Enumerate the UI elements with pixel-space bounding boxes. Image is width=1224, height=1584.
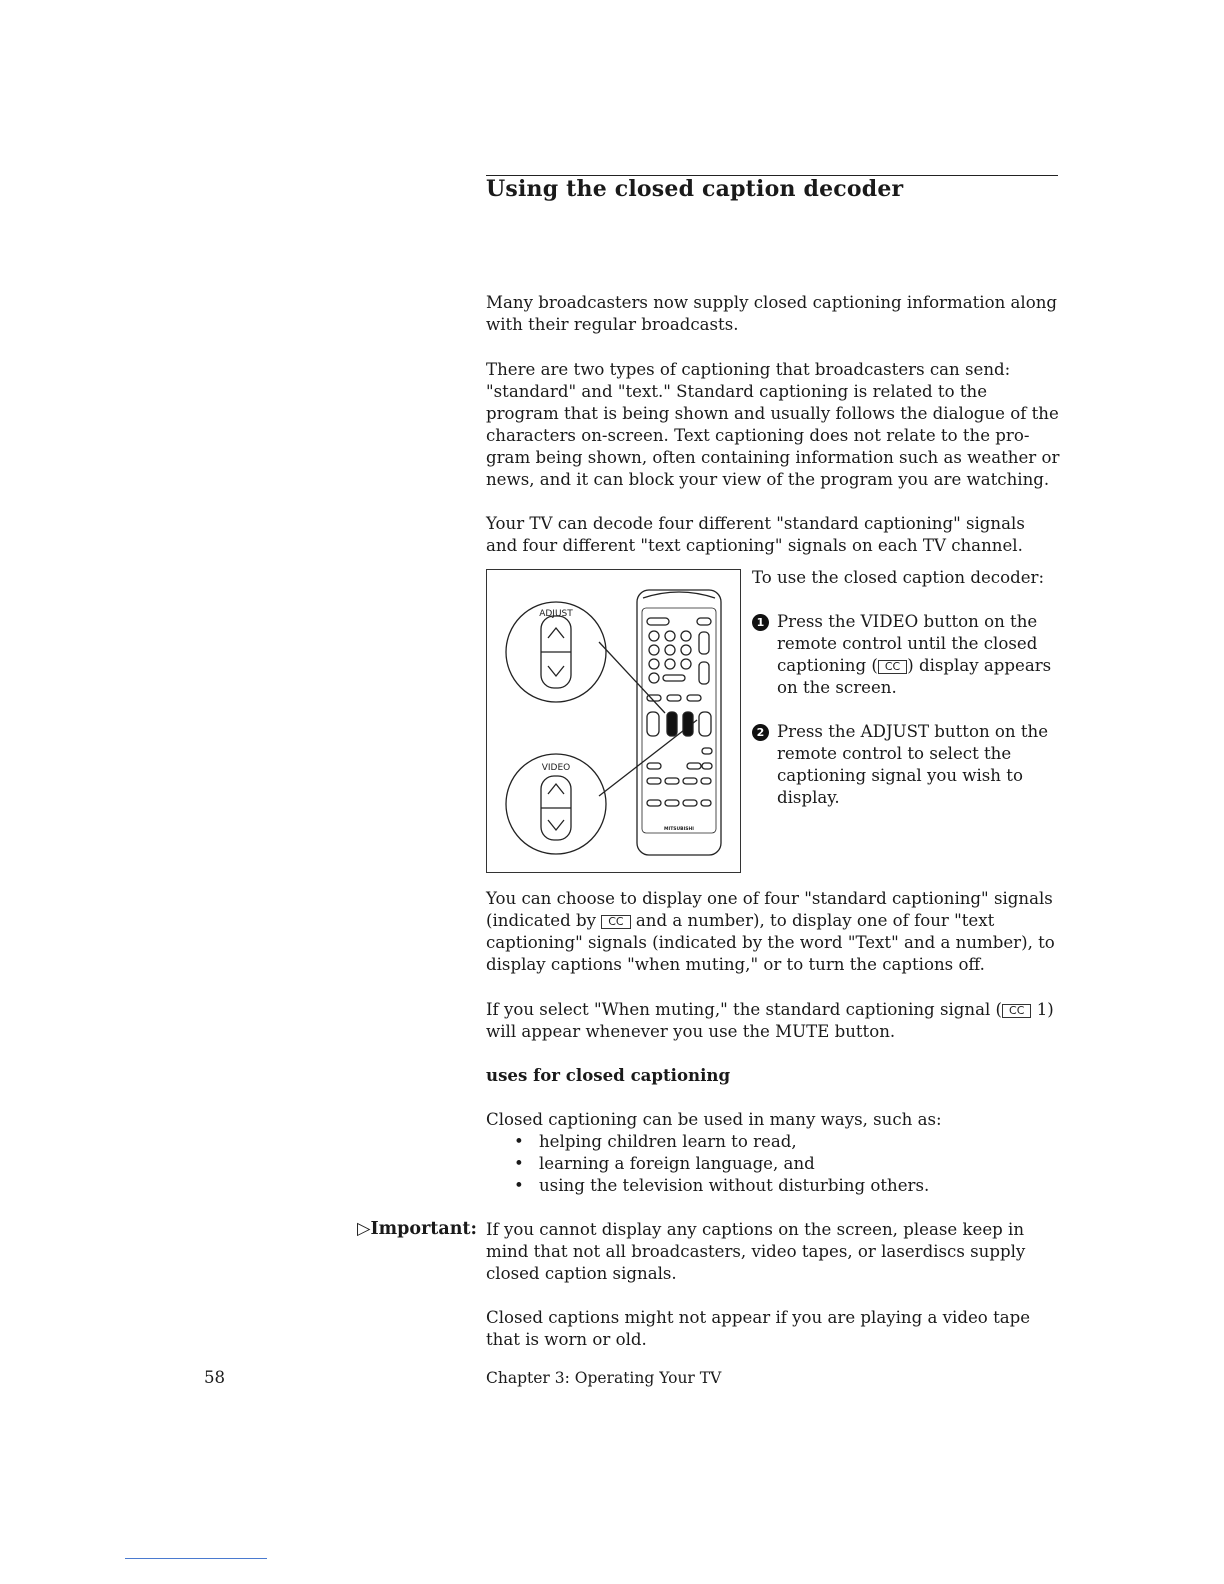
text-line: will appear whenever you use the MUTE button. [486, 1022, 896, 1041]
text-line: You can choose to display one of four "standard captioning" signals [486, 889, 1053, 908]
uses-intro [486, 1109, 1066, 1131]
cc-symbol: CC [1002, 1004, 1031, 1018]
text-line: There are two types of captioning that broadcasters can send: [486, 360, 1011, 379]
types-paragraph [486, 359, 1066, 491]
list-item: • helping children learn to read, [514, 1131, 929, 1153]
text-line: captioning" signals (indicated by the word "Text" and a number), to [486, 933, 1055, 952]
text-line: remote control to select the [777, 744, 1012, 763]
text-line: Your TV can decode four different "standard captioning" signals [486, 514, 1025, 533]
instructions-intro: To use the closed caption decoder: [752, 568, 1045, 587]
text-line: display captions "when muting," or to turn the captions off. [486, 955, 985, 974]
step-number-badge: 2 [752, 724, 769, 741]
text-line: program that is being shown and usually follows the dialogue of the [486, 404, 1059, 423]
text-line: Many broadcasters now supply closed captioning information along [486, 293, 1058, 312]
text-line: characters on-screen. Text captioning does not relate to the pro- [486, 426, 1030, 445]
text-line: Closed captions might not appear if you are playing a video tape [486, 1308, 1031, 1327]
step-2 [752, 721, 1072, 809]
text-line: captioning ( CC ) display appears [777, 656, 1052, 675]
text-line: Closed captioning can be used in many ways, such as: [486, 1110, 942, 1129]
text-line: display. [777, 788, 840, 807]
text-line: gram being shown, often containing information such as weather or [486, 448, 1060, 467]
text-line: closed caption signals. [486, 1264, 677, 1283]
uses-heading: uses for closed captioning [486, 1065, 731, 1085]
page-number: 58 [204, 1368, 226, 1387]
decode-paragraph [486, 513, 1066, 557]
step-number-badge: 1 [752, 614, 769, 631]
text-line: Press the ADJUST button on the [777, 722, 1049, 741]
important-label: ▷Important: [357, 1219, 477, 1239]
list-item: • using the television without disturbing others. [514, 1175, 929, 1197]
step-1 [752, 611, 1072, 699]
choose-paragraph [486, 888, 1066, 976]
remote-control-figure [486, 569, 741, 873]
brand-logo: MITSUBISHI [664, 827, 694, 832]
uses-list [514, 1131, 929, 1197]
text-line: and four different "text captioning" signals on each TV channel. [486, 536, 1023, 555]
worn-tape-paragraph [486, 1307, 1066, 1351]
text-line: that is worn or old. [486, 1330, 647, 1349]
text-line: Press the VIDEO button on the [777, 612, 1038, 631]
remote-illustration [487, 570, 740, 872]
text-line: on the screen. [777, 678, 897, 697]
text-line: mind that not all broadcasters, video tapes, or laserdiscs supply [486, 1242, 1026, 1261]
text-line: news, and it can block your view of the program you are watching. [486, 470, 1050, 489]
intro-paragraph [486, 292, 1066, 336]
muting-paragraph [486, 999, 1066, 1043]
instruction-steps [752, 567, 1072, 809]
page-edge-line [125, 1558, 267, 1559]
chapter-footer: Chapter 3: Operating Your TV [486, 1369, 722, 1387]
text-line: (indicated by CC and a number), to display one of four "text [486, 911, 995, 930]
list-item: • learning a foreign language, and [514, 1153, 929, 1175]
cc-symbol: CC [878, 660, 907, 674]
text-line: with their regular broadcasts. [486, 315, 739, 334]
text-line: remote control until the closed [777, 634, 1038, 653]
cc-symbol: CC [601, 915, 630, 929]
adjust-label: ADJUST [539, 609, 573, 619]
video-label: VIDEO [541, 763, 571, 773]
important-paragraph [486, 1219, 1066, 1285]
text-line: If you cannot display any captions on the screen, please keep in [486, 1220, 1025, 1239]
text-line: captioning signal you wish to [777, 766, 1023, 785]
page-title: Using the closed caption decoder [486, 176, 904, 202]
text-line: If you select "When muting," the standard captioning signal ( CC 1) [486, 1000, 1054, 1019]
text-line: "standard" and "text." Standard captioning is related to the [486, 382, 988, 401]
